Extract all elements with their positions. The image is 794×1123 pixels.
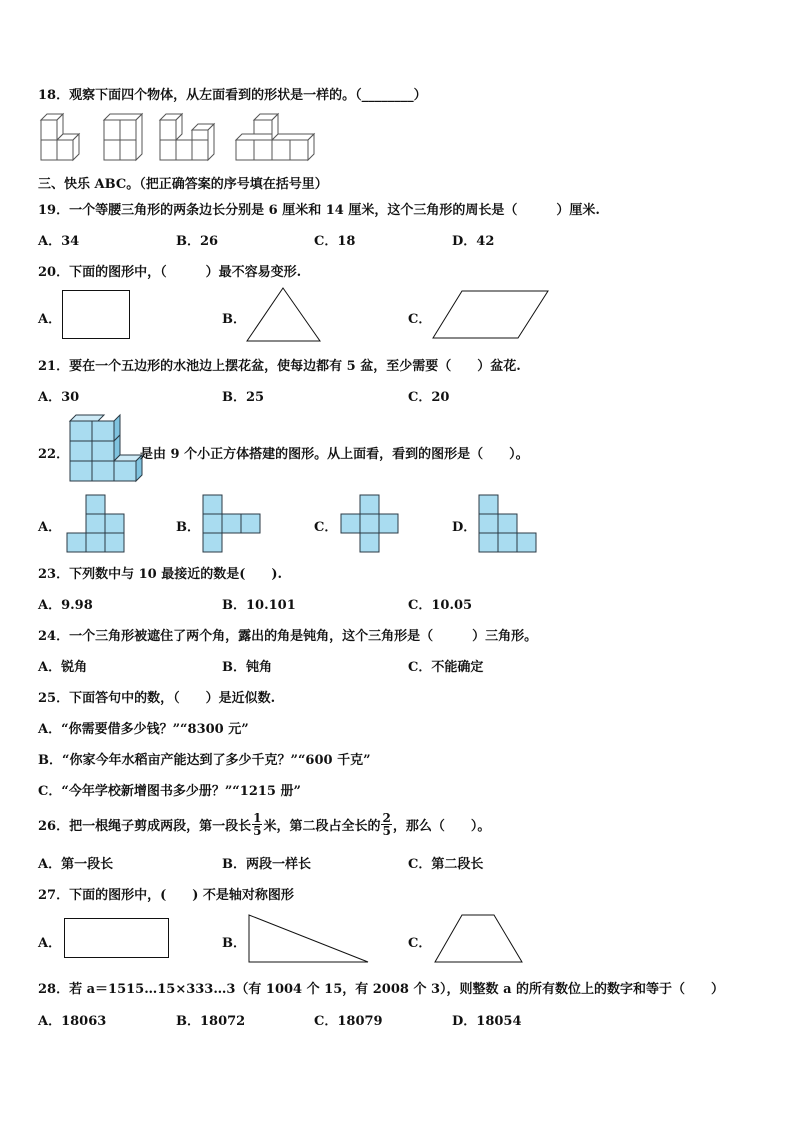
q22-label-a: A． xyxy=(38,520,62,535)
q26-fraction-1-numerator: 1 xyxy=(253,810,262,825)
q19-option-c: C．18 xyxy=(314,234,356,249)
q23-option-c: C．10.05 xyxy=(408,598,473,613)
q24-option-c: C．不能确定 xyxy=(408,660,484,675)
q26-line xyxy=(38,806,490,842)
q28-option-a: A．18063 xyxy=(38,1014,107,1029)
q19-text: 19．一个等腰三角形的两条边长分别是 6 厘米和 14 厘米，这个三角形的周长是（ ）厘米. xyxy=(38,203,600,218)
q18-object-1 xyxy=(41,114,79,160)
q18-object-4 xyxy=(236,114,314,160)
q22-label-c: C． xyxy=(314,520,338,535)
q26-part-2: 米，第二段占全长的 xyxy=(263,818,381,834)
q26-fraction-1 xyxy=(252,812,262,837)
q19-option-b: B．26 xyxy=(176,234,219,249)
q20-parallelogram xyxy=(432,290,550,340)
q26-part-3: ，那么（ ）。 xyxy=(392,818,491,834)
q25-option-b: B．“你家今年水稻亩产能达到了多少千克？”“600 千克” xyxy=(38,753,371,768)
q28-option-b: B．18072 xyxy=(176,1014,246,1029)
q22-option-c-grid xyxy=(340,494,402,554)
q26-option-b: B．两段一样长 xyxy=(222,857,311,872)
q19-option-d: D．42 xyxy=(452,234,495,249)
q24-text: 24．一个三角形被遮住了两个角，露出的角是钝角，这个三角形是（ ）三角形。 xyxy=(38,629,538,644)
q26-fraction-2 xyxy=(381,812,391,837)
q26-part-1: 26．把一根绳子剪成两段，第一段长 xyxy=(38,818,252,834)
q21-option-b: B．25 xyxy=(222,390,265,405)
q21-option-a: A．30 xyxy=(38,390,80,405)
q24-option-a: A．锐角 xyxy=(38,660,88,675)
q22-option-b-grid xyxy=(202,494,264,554)
section-3-title: 三、快乐 ABC。（把正确答案的序号填在括号里） xyxy=(38,177,328,192)
q27-text: 27．下面的图形中，( ) 不是轴对称图形 xyxy=(38,888,294,903)
q18-object-3 xyxy=(160,114,214,160)
q28-option-c: C．18079 xyxy=(314,1014,383,1029)
q23-option-a: A．9.98 xyxy=(38,598,93,613)
q25-text: 25．下面答句中的数，（ ）是近似数. xyxy=(38,691,276,706)
q27-label-b: B． xyxy=(222,936,246,951)
q18-figures xyxy=(38,110,328,165)
q25-option-a: A．“你需要借多少钱？”“8300 元” xyxy=(38,722,249,737)
q22-number: 22． xyxy=(38,447,70,462)
q26-fraction-1-denominator: 5 xyxy=(253,823,262,838)
q23-option-b: B．10.101 xyxy=(222,598,296,613)
q26-option-a: A．第一段长 xyxy=(38,857,114,872)
q27-rectangle xyxy=(64,918,172,960)
q28-text: 28．若 a＝1515…15×333…3（有 1004 个 15，有 2008 个 3），则整数 a 的所有数位上的数字和等于（ ） xyxy=(38,982,725,997)
q18-text: 18．观察下面四个物体，从左面看到的形状是一样的。（________） xyxy=(38,88,427,103)
q22-label-d: D． xyxy=(452,520,477,535)
q26-fraction-2-denominator: 5 xyxy=(382,823,391,838)
q28-option-d: D．18054 xyxy=(452,1014,522,1029)
q20-rectangle xyxy=(62,290,132,340)
q27-trapezoid xyxy=(434,914,524,964)
q24-option-b: B．钝角 xyxy=(222,660,272,675)
q18-object-2 xyxy=(104,114,142,160)
q27-label-a: A． xyxy=(38,936,62,951)
q21-text: 21．要在一个五边形的水池边上摆花盆，使每边都有 5 盆，至少需要（ ）盆花. xyxy=(38,359,521,374)
q19-option-a: A．34 xyxy=(38,234,80,249)
q20-label-c: C． xyxy=(408,312,432,327)
q20-label-b: B． xyxy=(222,312,246,327)
q22-option-d-grid xyxy=(478,494,540,554)
q20-label-a: A． xyxy=(38,312,62,327)
q26-option-c: C．第二段长 xyxy=(408,857,484,872)
q22-cube-figure xyxy=(66,415,141,485)
q27-label-c: C． xyxy=(408,936,432,951)
q20-text: 20．下面的图形中，（ ）最不容易变形. xyxy=(38,265,302,280)
q22-option-a-grid xyxy=(66,494,128,554)
q22-text: 是由 9 个小正方体搭建的图形。从上面看，看到的图形是（ ）。 xyxy=(140,447,529,462)
q25-option-c: C．“今年学校新增图书多少册？”“1215 册” xyxy=(38,784,301,799)
q27-right-triangle xyxy=(248,914,370,964)
q21-option-c: C．20 xyxy=(408,390,450,405)
q20-triangle xyxy=(246,287,322,343)
q22-label-b: B． xyxy=(176,520,200,535)
q23-text: 23．下列数中与 10 最接近的数是( ). xyxy=(38,567,283,582)
q26-fraction-2-numerator: 2 xyxy=(382,810,391,825)
